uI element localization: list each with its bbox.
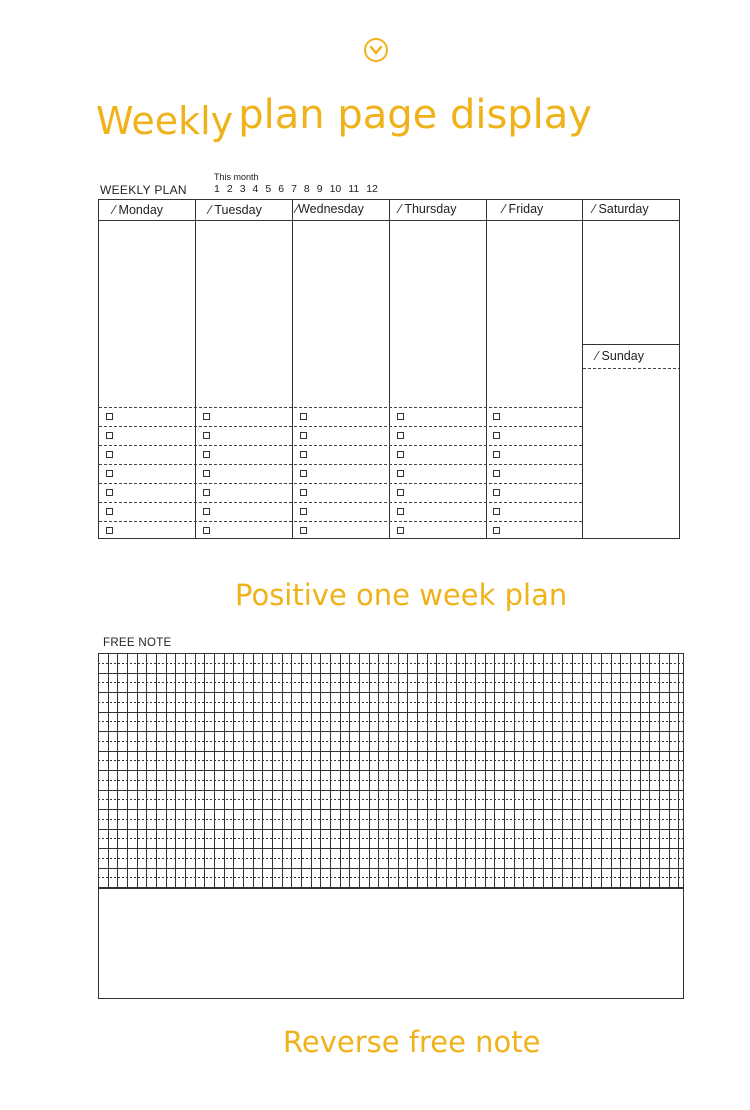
month-number: 10 [329, 183, 342, 195]
task-checkbox[interactable] [493, 489, 500, 496]
task-checkbox[interactable] [203, 489, 210, 496]
task-checkbox[interactable] [300, 470, 307, 477]
title-rest: plan page display [238, 92, 592, 138]
free-note-label: FREE NOTE [103, 637, 172, 649]
free-note-lines [98, 653, 684, 999]
day-header-monday: ⁄ Monday [113, 203, 164, 217]
task-checkbox[interactable] [493, 527, 500, 534]
task-checkbox[interactable] [493, 508, 500, 515]
caption-weekly-plan: Positive one week plan [235, 578, 568, 612]
task-checkbox[interactable] [493, 413, 500, 420]
task-checkbox[interactable] [300, 451, 307, 458]
caption-free-note: Reverse free note [283, 1025, 541, 1059]
task-checkbox[interactable] [397, 527, 404, 534]
task-checkbox[interactable] [106, 413, 113, 420]
month-number: 5 [265, 183, 272, 195]
month-number: 8 [303, 183, 310, 195]
month-number: 11 [348, 183, 360, 195]
task-checkbox[interactable] [300, 527, 307, 534]
weekly-plan-grid [98, 199, 680, 539]
month-number: 12 [366, 183, 378, 195]
task-checkbox[interactable] [300, 413, 307, 420]
task-checkbox[interactable] [493, 451, 500, 458]
month-number: 2 [226, 183, 233, 195]
task-checkbox[interactable] [106, 432, 113, 439]
day-header-friday: ⁄ Friday [503, 202, 544, 216]
task-checkbox[interactable] [203, 527, 210, 534]
month-number: 1 [214, 183, 220, 195]
task-checkbox[interactable] [106, 508, 113, 515]
title-word-weekly: Weekly [96, 99, 234, 143]
task-checkbox[interactable] [106, 470, 113, 477]
month-number: 9 [316, 183, 323, 195]
task-checkbox[interactable] [397, 489, 404, 496]
task-checkbox[interactable] [397, 451, 404, 458]
month-number: 7 [291, 183, 297, 195]
task-checkbox[interactable] [300, 508, 307, 515]
task-checkbox[interactable] [493, 470, 500, 477]
task-checkbox[interactable] [300, 489, 307, 496]
task-checkbox[interactable] [300, 432, 307, 439]
task-checkbox[interactable] [203, 508, 210, 515]
day-header-thursday: ⁄ Thursday [399, 202, 457, 216]
task-checkbox[interactable] [106, 489, 113, 496]
task-checkbox[interactable] [397, 470, 404, 477]
month-number: 4 [252, 183, 259, 195]
day-header-wednesday: ⁄Wednesday [296, 202, 364, 216]
weekly-plan-label: WEEKLY PLAN [100, 183, 187, 197]
task-checkbox[interactable] [397, 508, 404, 515]
free-note-grid [98, 653, 684, 999]
month-number: 3 [239, 183, 246, 195]
task-checkbox[interactable] [106, 527, 113, 534]
task-checkbox[interactable] [203, 413, 210, 420]
page-title [96, 92, 592, 143]
month-numbers [214, 183, 385, 195]
task-checkbox[interactable] [106, 451, 113, 458]
day-header-tuesday: ⁄ Tuesday [209, 203, 262, 217]
planner-lines [98, 199, 680, 539]
task-checkbox[interactable] [397, 432, 404, 439]
task-checkbox[interactable] [493, 432, 500, 439]
task-checkbox[interactable] [203, 432, 210, 439]
chevron-down-circle-icon [363, 37, 389, 63]
day-header-sunday: ⁄ Sunday [596, 349, 644, 363]
task-checkbox[interactable] [203, 470, 210, 477]
task-checkbox[interactable] [397, 413, 404, 420]
task-checkbox[interactable] [203, 451, 210, 458]
month-number: 6 [278, 183, 285, 195]
this-month-label: This month [214, 172, 259, 182]
day-header-saturday: ⁄ Saturday [593, 202, 649, 216]
